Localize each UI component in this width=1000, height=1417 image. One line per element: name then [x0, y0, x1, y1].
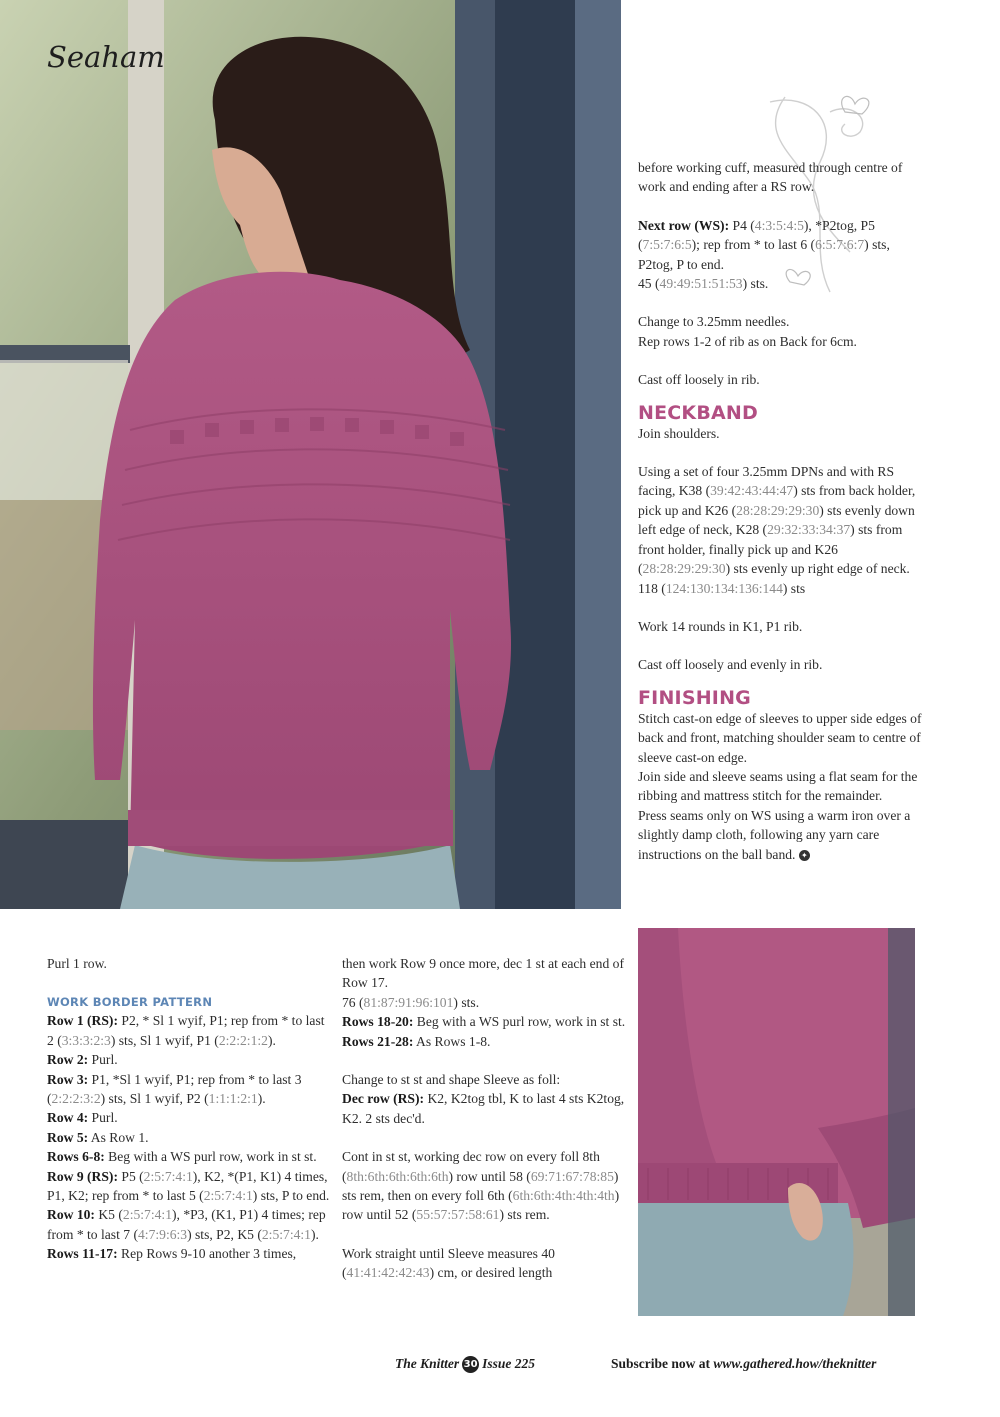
row-4: Row 4: Purl.: [47, 1110, 118, 1126]
work-straight: Work straight until Sleeve measures 40 (41:41:42:42:43) cm, or desired length: [342, 1245, 555, 1281]
sleeve-detail-illustration: [638, 928, 915, 1316]
cast-off-paragraph: Cast off loosely in rib.: [638, 372, 760, 388]
subscribe-link[interactable]: www.gathered.how/theknitter: [713, 1356, 877, 1371]
middle-text-column: [342, 954, 627, 1283]
stitch-count-76: 76 (81:87:91:96:101) sts.: [342, 994, 480, 1010]
neckband-join: Join shoulders.: [638, 425, 720, 441]
cont-st-st: Cont in st st, working dec row on every foll 8th (8th:6th:6th:6th:6th) row until 58 (69:71:67:78:85) sts rem, then on every foll 6th (6th:6th:4th:4th:4th) row until 52 (55:57:57:58:61) sts rem.: [342, 1149, 620, 1223]
neckband-rounds: Work 14 rounds in K1, P1 rib.: [638, 618, 803, 634]
border-pattern-subheading: WORK BORDER PATTERN: [47, 995, 213, 1010]
row-9: Row 9 (RS): P5 (2:5:7:4:1), K2, *(P1, K1) 4 times, P1, K2; rep from * to last 5 (2:5:7:4:1) sts, P to end.: [47, 1168, 330, 1204]
dec-row: Dec row (RS): K2, K2tog tbl, K to last 4 sts K2tog, K2. 2 sts dec'd.: [342, 1091, 625, 1126]
neckband-heading: NECKBAND: [638, 401, 759, 424]
finishing-p2: Join side and sleeve seams using a flat seam for the ribbing and mattress stitch for the remainder.: [638, 768, 918, 804]
finishing-p3: Press seams only on WS using a warm iron over a slightly damp cloth, following any yarn care instructions on the ball band. ✦: [638, 807, 911, 862]
row-1: Row 1 (RS): P2, * Sl 1 wyif, P1; rep from * to last 2 (3:3:3:2:3) sts, Sl 1 wyif, P1 (2:2:2:1:2).: [47, 1013, 325, 1048]
row-17-cont: then work Row 9 once more, dec 1 st at each end of Row 17.: [342, 956, 624, 991]
row-2: Row 2: Purl.: [47, 1052, 118, 1068]
finishing-heading: FINISHING: [638, 686, 751, 709]
needle-change-paragraph: Change to 3.25mm needles. Rep rows 1-2 of rib as on Back for 6cm.: [638, 314, 857, 349]
rows-11-17: Rows 11-17: Rep Rows 9-10 another 3 times,: [47, 1246, 297, 1262]
row-3: Row 3: P1, *Sl 1 wyif, P1; rep from * to last 3 (2:2:2:3:2) sts, Sl 1 wyif, P2 (1:1:1:2:1).: [47, 1071, 302, 1107]
next-row-instruction: Next row (WS): P4 (4:3:5:4:5), *P2tog, P5 (7:5:7:6:5); rep from * to last 6 (6:5:7:6:7) sts, P2tog, P to end. 45 (49:49:51:51:53) sts.: [638, 217, 890, 292]
right-text-column: [638, 158, 928, 864]
finishing-p1: Stitch cast-on edge of sleeves to upper side edges of back and front, matching shoulder seam to centre of sleeve cast-on edge.: [638, 710, 922, 765]
shape-sleeve: Change to st st and shape Sleeve as foll:: [342, 1072, 561, 1088]
page-title: Seaham: [47, 40, 165, 74]
main-photo: [0, 0, 621, 909]
neckband-cast-off: Cast off loosely and evenly in rib.: [638, 657, 823, 673]
photo-caption: The sleeves are knitted top-down, with a patterned band at the top: [867, 835, 984, 897]
footer-subscribe: Subscribe now at www.gathered.how/theknitter: [611, 1356, 877, 1371]
neckband-pickup: Using a set of four 3.25mm DPNs and with RS facing, K38 (39:42:43:44:47) sts from back holder, pick up and K26 (28:28:29:29:30) sts evenly down left edge of neck, K28 (29:32:33:34:37) sts from front holder, finally pick up and K26 (28:28:29:29:30) sts evenly up right edge of neck. 118 (124:130:134:136:144) sts: [638, 464, 916, 596]
purl-row: Purl 1 row.: [47, 956, 107, 971]
model-back-illustration: [0, 0, 621, 909]
rows-18-20: Rows 18-20: Beg with a WS purl row, work in st st.: [342, 1014, 626, 1030]
page-number: 30: [462, 1356, 479, 1373]
rows-6-8: Rows 6-8: Beg with a WS purl row, work in st st.: [47, 1149, 317, 1165]
footer-magazine: The Knitter 30 Issue 225: [395, 1356, 536, 1371]
row-10: Row 10: K5 (2:5:7:4:1), *P3, (K1, P1) 4 times; rep from * to last 7 (4:7:9:6:3) sts, P2, K5 (2:5:7:4:1).: [47, 1207, 326, 1242]
end-mark-icon: ✦: [799, 850, 810, 861]
paragraph-cuff-note: before working cuff, measured through centre of work and ending after a RS row.: [638, 160, 903, 195]
left-text-column: [47, 954, 330, 1264]
sleeve-detail-photo: [638, 928, 915, 1316]
row-5: Row 5: As Row 1.: [47, 1129, 149, 1145]
rows-21-28: Rows 21-28: As Rows 1-8.: [342, 1033, 491, 1049]
